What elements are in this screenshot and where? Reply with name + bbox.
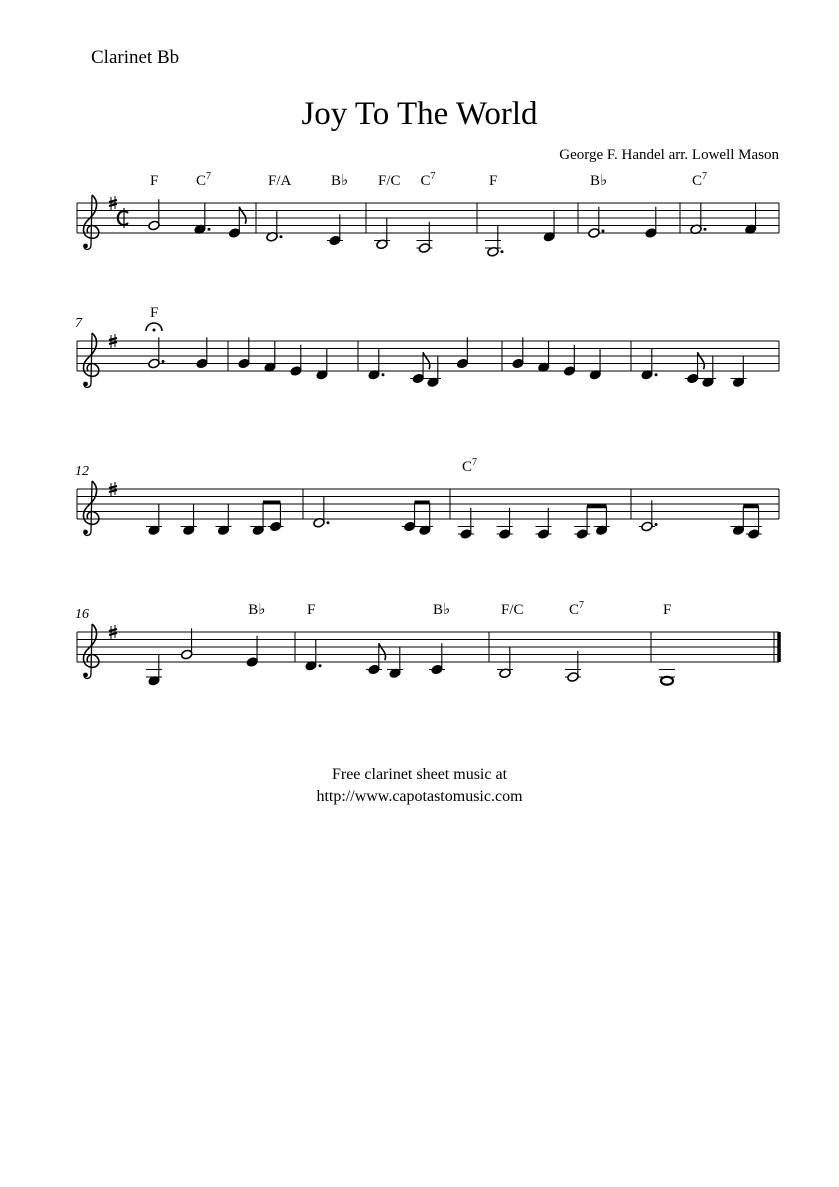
note-dot: [327, 521, 330, 524]
chord-symbol: $C^7$: [692, 171, 708, 189]
chord-symbol: $C^7$: [420, 171, 436, 189]
note: [368, 349, 385, 381]
song-title: Joy To The World: [301, 96, 538, 132]
sharp-stroke: [109, 486, 117, 488]
note-dot: [501, 250, 504, 253]
note-dot: [704, 228, 707, 231]
clef-dot: [83, 530, 88, 535]
note-dot: [319, 664, 322, 667]
chord-symbol: B♭: [433, 602, 451, 618]
note: [536, 508, 552, 540]
note: [246, 636, 258, 668]
note: [264, 341, 276, 373]
whole-note-head: [661, 677, 673, 685]
sharp-stroke: [109, 200, 117, 202]
note: [266, 211, 283, 243]
sharp-stroke: [109, 490, 117, 492]
note: [429, 643, 445, 675]
note: [589, 349, 601, 381]
footer-line-1: Free clarinet sheet music at: [331, 766, 508, 783]
measure-number: 16: [75, 607, 89, 622]
note: [410, 352, 430, 384]
clef-dot: [83, 382, 88, 387]
note: [731, 506, 747, 535]
note: [417, 222, 433, 254]
note: [216, 504, 232, 536]
note: [639, 500, 658, 532]
chord-symbol: B♭: [331, 173, 349, 189]
note: [497, 647, 513, 679]
note-dot: [162, 360, 165, 363]
clef-dot: [83, 244, 88, 249]
note-dot: [280, 235, 283, 238]
chord-symbol: F/C: [378, 173, 401, 189]
footer-credit: [0, 764, 839, 808]
note: [645, 207, 657, 239]
note: [196, 337, 208, 369]
footer-link[interactable]: http://www.capotastomusic.com: [316, 788, 523, 805]
note: [313, 497, 330, 529]
note: [181, 504, 197, 536]
note: [497, 508, 513, 540]
note: [425, 356, 441, 388]
note: [731, 356, 747, 388]
chord-symbol: B♭: [590, 173, 608, 189]
sharp-stroke: [109, 338, 117, 340]
note: [146, 323, 165, 369]
chord-symbol: F/A: [268, 173, 292, 189]
instrument-label: Clarinet Bb: [91, 47, 180, 68]
note-dot: [208, 228, 211, 231]
sharp-stroke: [109, 342, 117, 344]
note: [745, 203, 757, 235]
composer-credit: George F. Handel arr. Lowell Mason: [559, 147, 779, 163]
chord-symbol: $C^7$: [196, 171, 212, 189]
note-dot: [382, 373, 385, 376]
note: [458, 508, 474, 540]
note: [685, 352, 705, 384]
chord-symbol: B♭: [248, 602, 266, 618]
sharp-stroke: [109, 629, 117, 631]
note: [588, 207, 605, 239]
note: [316, 349, 328, 381]
note: [327, 214, 343, 246]
note: [543, 211, 555, 243]
sharp-stroke: [109, 204, 117, 206]
note: [563, 345, 575, 377]
chord-symbol: F: [489, 173, 498, 189]
note: [690, 203, 707, 235]
chord-symbol: $C^7$: [569, 600, 585, 618]
note: [594, 506, 610, 535]
note-dot: [602, 230, 605, 233]
measure-number: 12: [75, 464, 89, 479]
note: [268, 503, 284, 532]
note-flag: [698, 352, 705, 369]
note-flag: [239, 207, 246, 224]
note-flag: [379, 643, 386, 660]
note: [228, 207, 246, 239]
note: [238, 337, 250, 369]
note: [148, 199, 160, 231]
note: [146, 655, 162, 687]
note: [641, 349, 658, 381]
fermata-dot: [153, 329, 156, 332]
chord-symbol: F: [663, 602, 672, 618]
note: [512, 337, 524, 369]
note: [402, 503, 418, 532]
measure-number: 7: [75, 316, 82, 331]
chord-symbol: F: [307, 602, 316, 618]
note: [659, 670, 675, 685]
note: [565, 651, 581, 683]
note: [194, 203, 211, 235]
chord-symbol: F/C: [501, 602, 524, 618]
note: [181, 628, 193, 660]
chord-symbol: F: [150, 305, 159, 321]
note: [366, 643, 386, 675]
note: [387, 647, 403, 679]
note: [146, 504, 162, 536]
note: [290, 345, 302, 377]
note-dot: [655, 373, 658, 376]
chord-symbol: F: [150, 173, 159, 189]
sharp-stroke: [109, 633, 117, 635]
clef-dot: [83, 673, 88, 678]
note-flag: [423, 352, 430, 369]
chord-symbol: $C^7$: [462, 457, 478, 475]
note: [538, 341, 550, 373]
note: [456, 337, 468, 369]
note-dot: [655, 523, 658, 526]
note: [305, 640, 322, 672]
note: [485, 226, 504, 258]
note: [374, 218, 390, 250]
